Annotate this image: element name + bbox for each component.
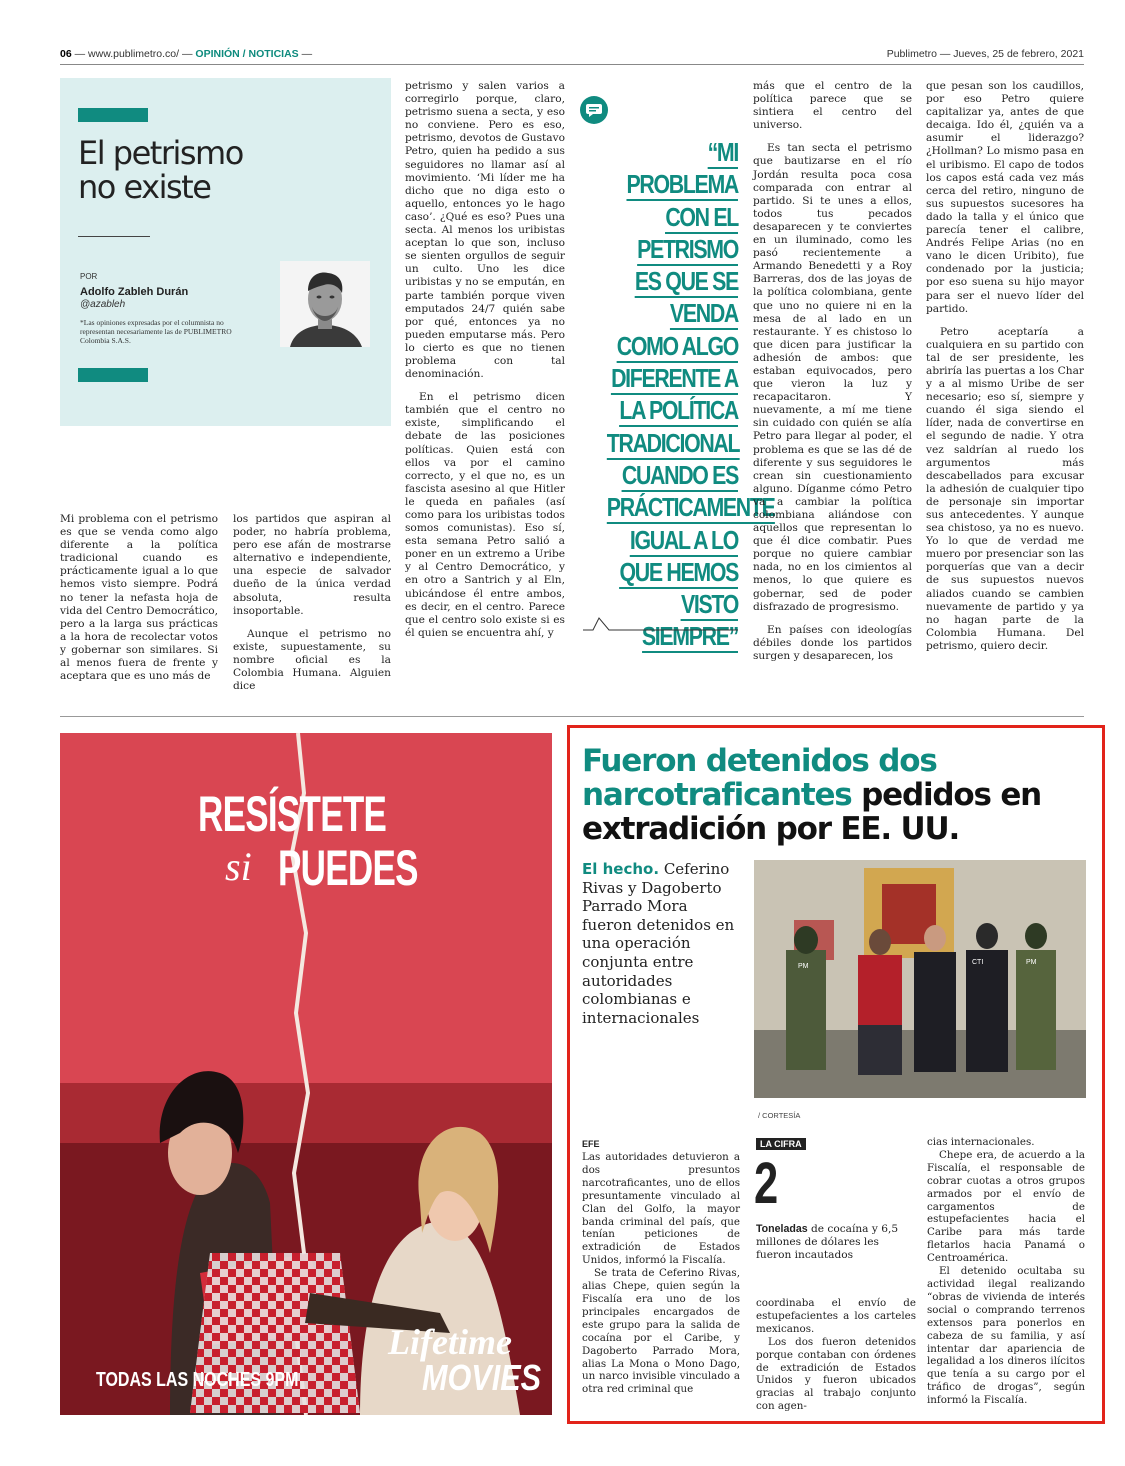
ad-title-si: si (225, 844, 252, 889)
quote-end-line (583, 614, 738, 634)
cifra-text: de cocaína y 6,5 millones de dólares les fueron incautados (756, 1223, 899, 1262)
col3-paragraph1: petrismo y salen varios a corregirlo porque, claro, petrismo suena a secta, y eso no conviene. Pero es eso, petrismo, devotos de Gustavo Petro, quien ha pedido a sus seguidores no llamar así al movimiento. ‘Mi líder me ha dicho que no diga esto o aquello, entonces yo le hago caso’. ¿Qué es eso? Pues una secta. Al menos los uribistas aceptan lo que son, incluso se sienten orgullos de seguir un culto. Uno les dice uribistas y no se empután, en parte también porque viven emputados 24/7 quién sabe por qué, entonces ya no pueden emputarse más. Pero lo cierto es que no tienen problema con tal denominación. (405, 80, 565, 381)
news-col2 (756, 1297, 916, 1413)
cifra-description (756, 1223, 916, 1262)
col1-paragraph: Mi problema con el petrismo es que se venda como algo diferente a la política tradicional cuando es prácticamente igual a lo que hemos visto siempre. Podrá no tener la nefasta hoja de vida del Centro Democrático, pero a la larga sus prácticas a la hora de recolectar votos y gobernar son similares. Si al menos fuera de frente y aceptara que es uno más de (60, 513, 218, 683)
lifetime-ad[interactable] (60, 733, 552, 1415)
photo-credit: / CORTESÍA (758, 1111, 801, 1120)
news-col2-p1: coordinaba el envío de estupefacientes a los carteles mexicanos. (756, 1297, 916, 1335)
headline-teal-part: Fueron detenidos dos narcotraficantes (582, 743, 937, 813)
ad-schedule: TODAS LAS NOCHES 9PM (96, 1369, 299, 1391)
news-col3 (927, 1136, 1085, 1407)
news-col3-p3: El detenido ocultaba su actividad ilegal realizando “obras de vivienda de interés social o comprando terrenos extensos para ponerlos en cabeza de su familia, y así intentar dar apariencia de legalidad a los dineros ilícitos que tenía a su cargo por el tráfico de drogas”, según informó la Fiscalía. (927, 1265, 1085, 1407)
section-label: OPINIÓN / NOTICIAS (195, 48, 299, 60)
quote-bubble-icon (580, 96, 608, 124)
cifra-number: 2 (754, 1151, 779, 1216)
col4-paragraph1: más que el centro de la política parece que se sintiera el centro del universo. (753, 80, 912, 132)
news-lede (582, 860, 742, 1027)
pull-quote (606, 136, 775, 653)
header-left: 06 — www.publimetro.co/ — OPINIÓN / NOTICIAS — (60, 48, 313, 60)
column-text-col2 (233, 513, 391, 703)
column-title-line2: no existe (78, 168, 211, 206)
ad-brand-lifetime: Lifetime (388, 1322, 512, 1362)
teal-bar-bottom (78, 368, 148, 382)
column-text-col3 (405, 80, 565, 650)
agency-label: EFE (582, 1139, 600, 1149)
header-date: Publimetro — Jueves, 25 de febrero, 2021 (886, 48, 1084, 60)
news-col2-p2: Los dos fueron detenidos porque contaban con órdenes de extradición de Estados Unidos y fueron ubicados gracias al trabajo conjunto con agen- (756, 1335, 916, 1413)
byline-label: POR (80, 272, 98, 281)
author-handle: @azableh (80, 299, 126, 310)
author-photo (280, 261, 370, 347)
page-number: 06 (60, 48, 72, 60)
site-url: www.publimetro.co/ (88, 48, 180, 60)
col2-paragraph2: Aunque el petrismo no existe, supuestamente, su nombre oficial es la Colombia Humana. Alguien dice (233, 627, 391, 693)
news-col3-p2: Chepe era, de acuerdo a la Fiscalía, el responsable de cobrar cuotas a otros grupos armados por el envío de cargamentos de estupefacientes hacia el Caribe para más tarde fletarlos hacia Panamá o Centroamérica. (927, 1148, 1085, 1265)
headline-dark-part: pedidos en extradición por EE. UU. (582, 777, 1042, 847)
section-divider (60, 716, 1084, 717)
author-name: Adolfo Zableh Durán (80, 286, 189, 298)
disclaimer: *Las opiniones expresadas por el columnista no representan necesariamente las de PUBLIMETRO Colombia S.A.S. (80, 318, 232, 345)
badge-cti: CTI (972, 959, 984, 966)
col4-paragraph2: Es tan secta el petrismo que bautizarse en el río Jordán resulta poca cosa comparada con entrar al partido. Si te unes a ellos, todos tus pecados desaparecen y te conviertes en un iluminado, como les pasó recientemente a Armando Benedetti y a Roy Barreras, dos de las joyas de la política colombiana, gente que uno no quiere ni en la mesa de al lado en un restaurante. Y es chistoso lo que dicen para justificar la adhesión de ambos: que estaban equivocados, pero que vieron la luz y recapacitaron. Y nuevamente, a mí me tiene sin cuidado con quién se alía Petro para llegar al poder, el problema es que se las dé de diferente y sus seguidores le crean sin cuestionamiento alguno. Díganme cómo Petro va a cambiar la política colombiana aliándose con aquellos que representan lo que él dice combatir. Pues porque no quiere cambiar nada, no en los cimientos al menos, lo que quiere es gobernar, sed de poder disfrazado de progresismo. (753, 142, 912, 613)
col5-paragraph1: que pesan son los caudillos, por eso Petro quiere capitalizar ya, antes de que decaiga. Ido él, ¿quién va a asumir el liderazgo? ¿Hollman? Lo mismo pasa en el uribismo. El capo de todos los capos está cada vez más cerca del retiro, ninguno de sus supuestos sucesores ha dado la talla y el único que parecía tener el calibre, Andrés Felipe Arias (no en vano le dicen Uribito), fue condenado por la justicia; por eso suena su hijo mayor para ser el nuevo líder del partido. (926, 80, 1084, 315)
col4-paragraph3: En países con ideologías débiles donde los partidos surgen y desaparecen, los (753, 623, 912, 662)
pull-quote-text: “MI PROBLEMA CON EL PETRISMO ES QUE SE VENDA COMO ALGO DIFERENTE A LA POLÍTICA TRADICIONAL CUANDO ES PRÁCTICAMENTE IGUAL A LO QUE HEMOS VISTO SIEMPRE” (606, 137, 775, 652)
news-col1-p1: Las autoridades detuvieron a dos presuntos narcotraficantes, uno de ellos presuntamente vinculado al Clan del Golfo, la mayor banda criminal del país, que tenían peticiones de extradición de Estados Unidos, informó la Fiscalía. (582, 1151, 740, 1267)
news-col3-p1: cias internacionales. (927, 1136, 1035, 1148)
news-photo (754, 860, 1086, 1098)
la-cifra-label: LA CIFRA (756, 1138, 806, 1150)
ad-title-puedes: PUEDES (278, 840, 418, 896)
col2-paragraph1: los partidos que aspiran al poder, no habría problema, pero ese afán de mostrarse alternativo e independiente, una especie de salvador dueño de la única verdad absoluta, resulta insoportable. (233, 513, 391, 617)
badge-pm-1: PM (798, 963, 809, 970)
teal-bar-top (78, 108, 148, 122)
column-text-col5 (926, 80, 1084, 663)
lede-text: Ceferino Rivas y Dagoberto Parrado Mora fueron detenidos en una operación conjunta entre autoridades colombianas e internacionales (582, 860, 735, 1027)
col5-paragraph2: Petro aceptaría a cualquiera en su partido con tal de ser presidente, les abriría las puertas a los Char y a al mismo Uribe de ser necesario; eso sí, siempre y cuando él siga siendo el líder, nada de convertirse en el segundo de nadie. Y otra vez saldrían al ruedo los argumentos más descabellados para excusar la adhesión de cualquier tipo de personaje sin importar sus antecedentes. Y aunque sea chistoso, ya no es nuevo. Yo lo que de verdad me muero por presenciar son las porquerías que van a decir de sus supuestos nuevos aliados cuando se cambien nuevamente de partido y ya no hagan parte de la Colombia Humana. Del petrismo, quiero decir. (926, 325, 1084, 652)
news-col1-p2: Se trata de Ceferino Rivas, alias Chepe, quien según la Fiscalía era uno de los principales encargados de este grupo para la salida de cocaína por el Caribe, y Dagoberto Parrado Mora, alias La Mona o Mono Dago, un narco invisible vinculado a otra red criminal que (582, 1267, 740, 1396)
lede-label: El hecho. (582, 860, 660, 878)
news-story-box (567, 725, 1105, 1424)
col3-paragraph2: En el petrismo dicen también que el centro no existe, simplificando el debate de las posiciones políticas. Quien está con ellos va por el camino correcto, y el que no, es un fascista asesino al que Hitler le queda en pañales (así como para los uribistas todos somos comunistas). Eso sí, esta semana Petro salió a poner en un extremo a Uribe y al Centro Democrático, y en otro a Santrich y al Eln, ubicándose él entre ambos, es decir, en el centro. Parece que el centro solo existe si es él quien se encuentra ahí, y (405, 391, 565, 639)
news-col1 (582, 1151, 740, 1396)
columnist-box (60, 78, 391, 426)
news-headline (582, 744, 1102, 846)
cifra-bold: Toneladas (756, 1223, 808, 1235)
column-text-col4 (753, 80, 912, 673)
ad-brand-movies: MOVIES (422, 1357, 542, 1398)
page-header (60, 48, 1084, 65)
badge-pm-2: PM (1026, 959, 1037, 966)
ad-title-line1: RESÍSTETE (198, 786, 387, 842)
title-rule (78, 236, 150, 237)
column-title (78, 136, 243, 204)
column-text-col1 (60, 513, 218, 693)
column-title-line1: El petrismo (78, 134, 243, 172)
